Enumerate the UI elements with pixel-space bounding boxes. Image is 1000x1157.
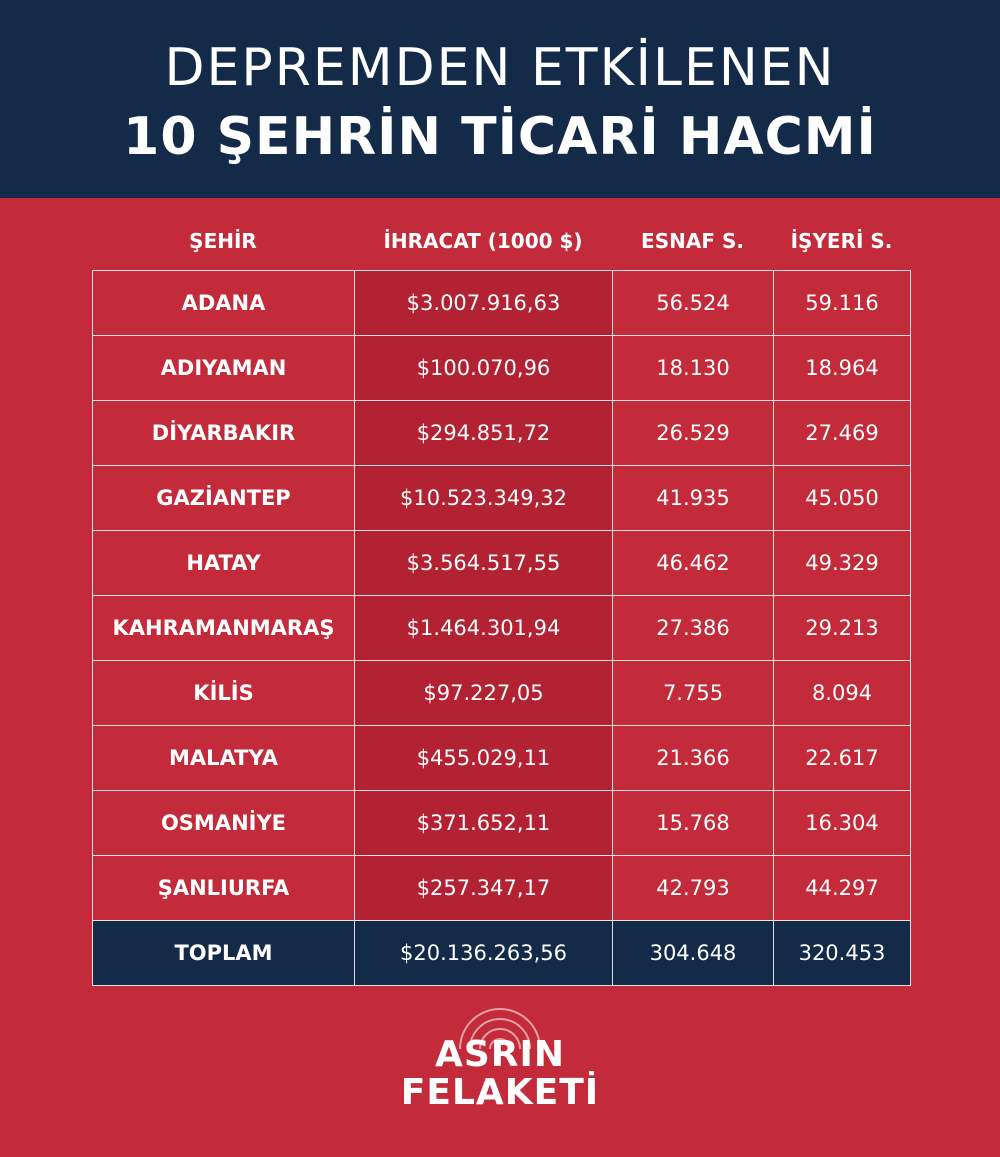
- workplaces-cell: 59.116: [774, 271, 911, 336]
- tradesmen-cell: 7.755: [613, 661, 774, 726]
- city-cell: ADIYAMAN: [93, 336, 355, 401]
- total-label: TOPLAM: [93, 921, 355, 986]
- export-cell: $3.564.517,55: [355, 531, 613, 596]
- export-cell: $10.523.349,32: [355, 466, 613, 531]
- table-row: [93, 531, 911, 596]
- table-row: [93, 466, 911, 531]
- tradesmen-cell: 15.768: [613, 791, 774, 856]
- table-row: [93, 336, 911, 401]
- header-tradesmen: ESNAF S.: [641, 229, 744, 253]
- title-line-1: DEPREMDEN ETKİLENEN: [164, 38, 836, 98]
- title-banner: [0, 0, 1000, 198]
- tradesmen-cell: 27.386: [613, 596, 774, 661]
- logo-line-1: ASRIN: [434, 1034, 566, 1075]
- city-cell: GAZİANTEP: [93, 466, 355, 531]
- table-row: [93, 661, 911, 726]
- table-row: [93, 401, 911, 466]
- workplaces-cell: 29.213: [774, 596, 911, 661]
- workplaces-cell: 27.469: [774, 401, 911, 466]
- header-workplaces: İŞYERİ S.: [790, 229, 893, 253]
- export-cell: $455.029,11: [355, 726, 613, 791]
- table-row: [93, 856, 911, 921]
- export-cell: $97.227,05: [355, 661, 613, 726]
- table-row: [93, 596, 911, 661]
- workplaces-cell: 16.304: [774, 791, 911, 856]
- city-cell: KAHRAMANMARAŞ: [93, 596, 355, 661]
- total-tradesmen: 304.648: [613, 921, 774, 986]
- export-cell: $257.347,17: [355, 856, 613, 921]
- tradesmen-cell: 42.793: [613, 856, 774, 921]
- trade-volume-table: [92, 270, 911, 986]
- asrin-felaketi-logo: [390, 1005, 610, 1115]
- city-cell: HATAY: [93, 531, 355, 596]
- city-cell: ŞANLIURFA: [93, 856, 355, 921]
- workplaces-cell: 22.617: [774, 726, 911, 791]
- tradesmen-cell: 21.366: [613, 726, 774, 791]
- workplaces-cell: 45.050: [774, 466, 911, 531]
- logo-line-2: FELAKETİ: [400, 1072, 600, 1113]
- export-cell: $3.007.916,63: [355, 271, 613, 336]
- export-cell: $1.464.301,94: [355, 596, 613, 661]
- city-cell: ADANA: [93, 271, 355, 336]
- workplaces-cell: 49.329: [774, 531, 911, 596]
- city-cell: KİLİS: [93, 661, 355, 726]
- header-city: ŞEHİR: [189, 229, 257, 253]
- export-cell: $100.070,96: [355, 336, 613, 401]
- tradesmen-cell: 26.529: [613, 401, 774, 466]
- table-row: [93, 271, 911, 336]
- table-row: [93, 791, 911, 856]
- workplaces-cell: 44.297: [774, 856, 911, 921]
- tradesmen-cell: 46.462: [613, 531, 774, 596]
- city-cell: MALATYA: [93, 726, 355, 791]
- workplaces-cell: 8.094: [774, 661, 911, 726]
- total-row: [93, 921, 911, 986]
- workplaces-cell: 18.964: [774, 336, 911, 401]
- header-export: İHRACAT (1000 $): [383, 229, 583, 253]
- table-row: [93, 726, 911, 791]
- city-cell: DİYARBAKIR: [93, 401, 355, 466]
- tradesmen-cell: 41.935: [613, 466, 774, 531]
- tradesmen-cell: 56.524: [613, 271, 774, 336]
- total-workplaces: 320.453: [774, 921, 911, 986]
- city-cell: OSMANİYE: [93, 791, 355, 856]
- tradesmen-cell: 18.130: [613, 336, 774, 401]
- export-cell: $294.851,72: [355, 401, 613, 466]
- total-export: $20.136.263,56: [355, 921, 613, 986]
- title-line-2: 10 ŞEHRİN TİCARİ HACMİ: [123, 107, 877, 167]
- export-cell: $371.652,11: [355, 791, 613, 856]
